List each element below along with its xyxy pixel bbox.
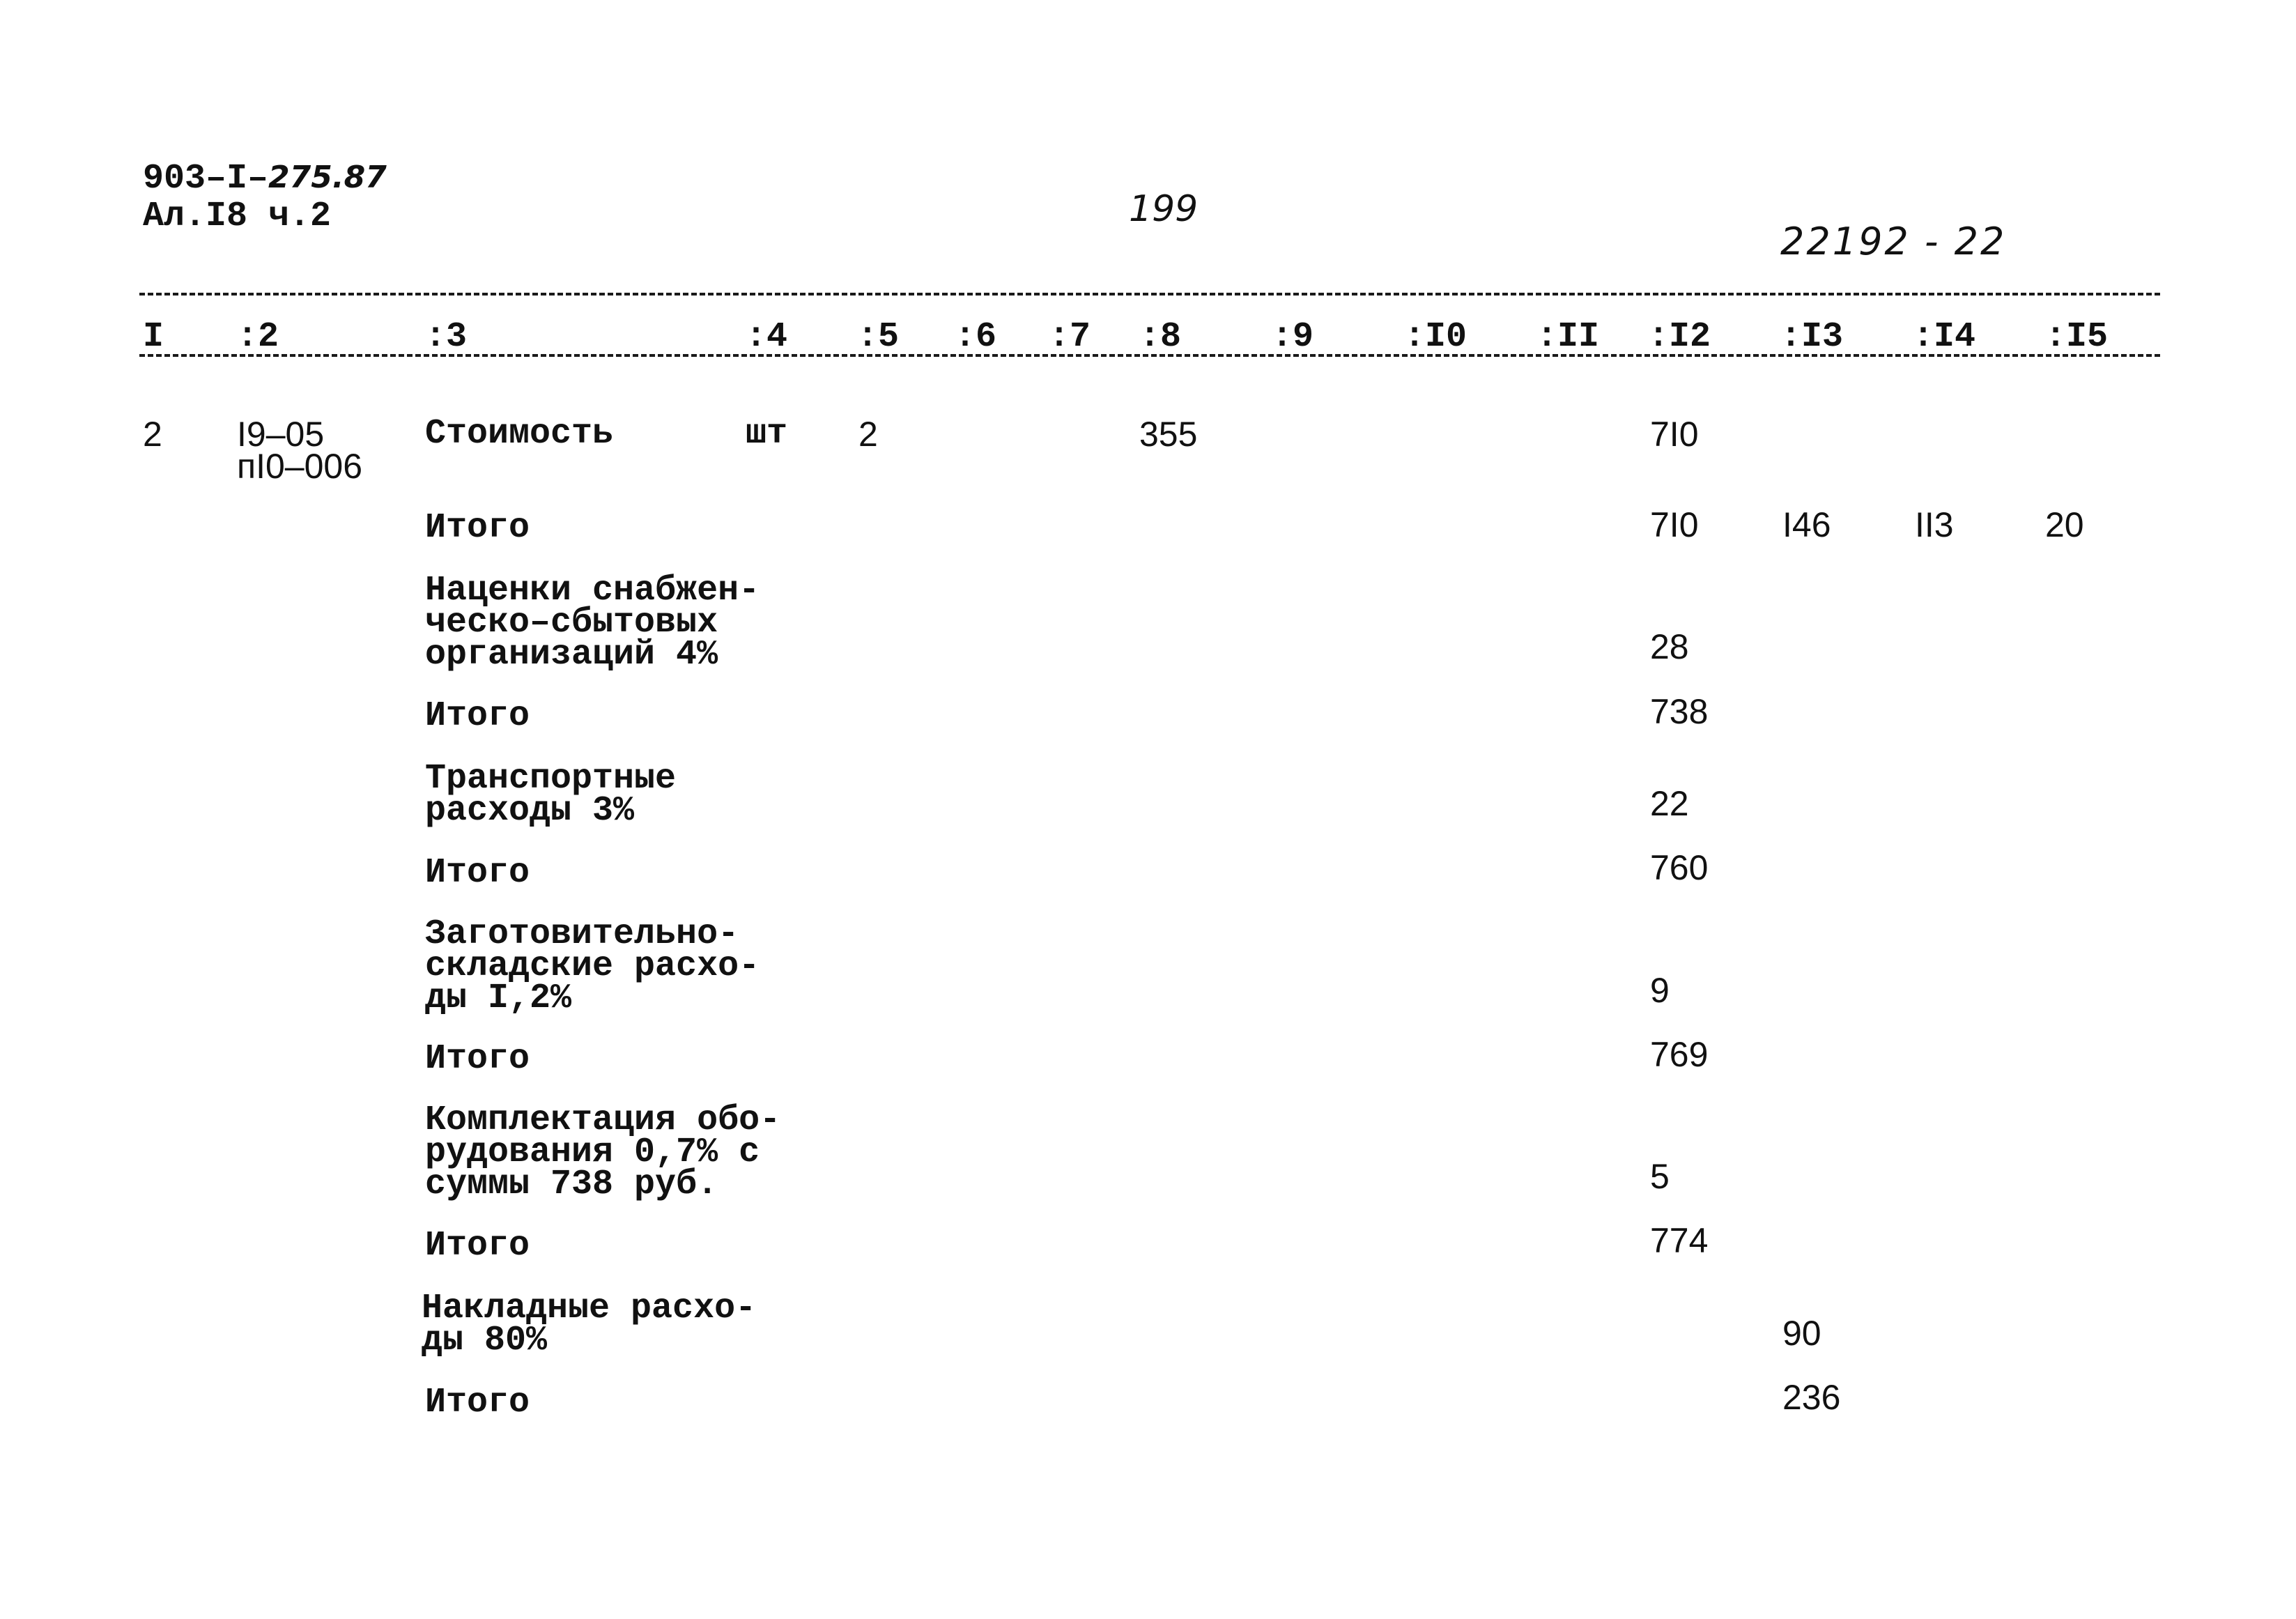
column-header: :I5 xyxy=(2045,317,2109,357)
cell-col14: II3 xyxy=(1915,505,1954,544)
cell-description: Заготовительно- складские расхо- ды I,2% xyxy=(425,914,760,1018)
column-header: :5 xyxy=(857,317,900,357)
column-header: :I2 xyxy=(1648,317,1711,357)
cell-description: Итого xyxy=(425,853,530,893)
cell-col13: 90 xyxy=(1782,1314,1821,1353)
cell-description: Наценки снабжен- ческо–сбытовых организаций 4% xyxy=(425,571,760,675)
cell-description: Транспортные расходы 3% xyxy=(425,759,677,831)
cell-total: 9 xyxy=(1650,971,1670,1010)
cell-total: 774 xyxy=(1650,1221,1709,1260)
column-header: I xyxy=(143,317,164,357)
cell-col13: I46 xyxy=(1782,505,1831,544)
cell-total: 7I0 xyxy=(1650,505,1699,544)
cell-total: 28 xyxy=(1650,627,1689,666)
cell-description: Комплектация обо- рудования 0,7% с суммы 738 руб. xyxy=(425,1100,781,1204)
column-header: :I4 xyxy=(1913,317,1976,357)
cell-item-number: 2 xyxy=(143,415,162,454)
cell-total: 769 xyxy=(1650,1035,1709,1074)
cell-unit: шт xyxy=(746,414,788,454)
cell-total: 22 xyxy=(1650,784,1689,823)
column-header: :7 xyxy=(1049,317,1091,357)
sheet-number: 22192 - 22 xyxy=(1780,220,2007,263)
page-number: 199 xyxy=(1129,188,1199,230)
column-header: :II xyxy=(1536,317,1600,357)
album-label: Ал.I8 ч.2 xyxy=(143,197,332,236)
cell-description: Накладные расхо- ды 80% xyxy=(422,1289,757,1360)
column-header: :8 xyxy=(1139,317,1182,357)
cell-description: Итого xyxy=(425,1039,530,1079)
column-header: :3 xyxy=(425,317,468,357)
cell-code: I9–05 пI0–006 xyxy=(237,415,363,486)
cell-unit-price: 355 xyxy=(1139,415,1198,454)
document-code-handwritten: 275.87 xyxy=(268,160,387,195)
column-header: :6 xyxy=(955,317,997,357)
column-header: :2 xyxy=(237,317,279,357)
top-rule xyxy=(139,293,2160,296)
cell-quantity: 2 xyxy=(858,415,878,454)
cell-total: 7I0 xyxy=(1650,415,1699,454)
column-header: :I3 xyxy=(1780,317,1844,357)
document-code-prefix: 903–I– xyxy=(143,159,269,199)
cell-total: 738 xyxy=(1650,692,1709,731)
cell-total: 760 xyxy=(1650,848,1709,887)
cell-description: Стоимость xyxy=(425,414,614,454)
document-code xyxy=(143,159,387,236)
column-header: :9 xyxy=(1272,317,1314,357)
cell-description: Итого xyxy=(425,1383,530,1422)
cell-col15: 20 xyxy=(2045,505,2084,544)
cell-description: Итого xyxy=(425,508,530,548)
cell-description: Итого xyxy=(425,1226,530,1266)
cell-description: Итого xyxy=(425,696,530,736)
column-header: :I0 xyxy=(1404,317,1467,357)
cell-total: 5 xyxy=(1650,1157,1670,1196)
cell-col13: 236 xyxy=(1782,1378,1841,1417)
column-header: :4 xyxy=(746,317,788,357)
